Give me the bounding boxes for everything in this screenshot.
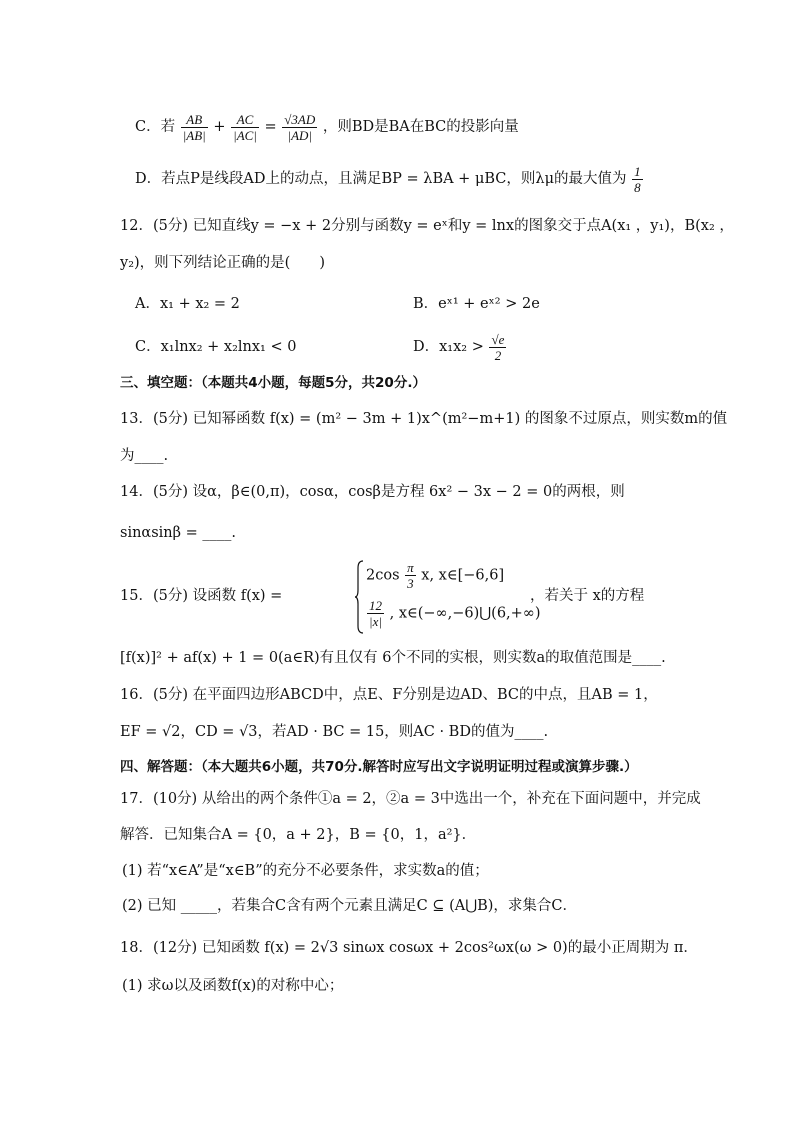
q15-line2: [f(x)]² + af(x) + 1 = 0(a∈R)有且仅有 6个不同的实根，则实数a的取值范围是____. <box>120 650 666 666</box>
q12-line1: 12．(5分) 已知直线y = −x + 2分别与函数y = eˣ和y = lnx的图象交于点A(x₁ ，y₁)，B(x₂ ， <box>120 218 734 234</box>
q13-line2: 为____. <box>120 448 169 464</box>
q15-piece1: 2cos $\frac{\pi}{3}$ x, x∈[−6,6] <box>366 560 505 591</box>
q11-c-suffix: ，则BD是BA在BC的投影向量 <box>322 119 519 135</box>
fraction-ad: $\frac{√3AD}{|AD|}$ <box>284 111 316 143</box>
q12-option-b: B．eˣ¹ + eˣ² > 2e <box>413 296 540 312</box>
fraction-sqrt-e-over-2: $\frac{√e}{2}$ <box>491 331 505 363</box>
q16-line1: 16．(5分) 在平面四边形ABCD中，点E、F分别是边AD、BC的中点，且AB = 1， <box>120 687 658 703</box>
section-fill-in-blank-heading: 三、填空题：（本题共4小题，每题5分，共20分.） <box>120 375 426 391</box>
q14-line1: 14．(5分) 设α，β∈(0,π)，cosα，cosβ是方程 6x² − 3x − 2 = 0的两根，则 <box>120 484 625 500</box>
q18-line1: 18．(12分) 已知函数 f(x) = 2√3 sinωx cosωx + 2cos²ωx(ω > 0)的最小正周期为 π． <box>120 940 698 956</box>
q18-part1: (1) 求ω以及函数f(x)的对称中心； <box>122 978 344 994</box>
q15-prefix: 15．(5分) 设函数 f(x) = <box>120 588 283 604</box>
q13-line1: 13．(5分) 已知幂函数 f(x) = (m² − 3m + 1)x^(m²−m+1) 的图象不过原点，则实数m的值 <box>120 411 728 427</box>
q17-line2: 解答．已知集合A = {0，a + 2}，B = {0，1，a²}． <box>120 827 477 843</box>
q12-line2: y₂)，则下列结论正确的是( ) <box>120 255 325 271</box>
q11-c-prefix: C．若 <box>135 119 176 135</box>
q11-option-d: D．若点P是线段AD上的动点，且满足BP = λBA + μBC，则λμ的最大值为 $\frac{1}{8}$ <box>135 163 641 195</box>
fraction-ac: $\frac{AC}{|AC|}$ <box>233 111 257 143</box>
q15-suffix: ，若关于 x的方程 <box>530 588 645 604</box>
q17-part1: (1) 若“x∈A”是“x∈B”的充分不必要条件，求实数a的值； <box>122 863 489 879</box>
section-answer-heading: 四、解答题：（本大题共6小题，共70分.解答时应写出文字说明证明过程或演算步骤.） <box>120 759 638 775</box>
fraction-12-over-abs-x: $\frac{12}{|x|}$ <box>369 598 382 629</box>
q11-option-c: C．若 $\frac{AB}{|AB|}$ + $\frac{AC}{|AC|}$ = $\frac{√3AD}{|AD|}$ ，则BD是BA在BC的投影向量 <box>135 111 519 143</box>
q14-line2: sinαsinβ = ____. <box>120 525 236 541</box>
q12-option-a: A．x₁ + x₂ = 2 <box>135 296 240 312</box>
q12-option-d: D．x₁x₂ > $\frac{√e}{2}$ <box>413 331 505 363</box>
piecewise-brace <box>354 560 364 634</box>
q12-option-c: C．x₁lnx₂ + x₂lnx₁ < 0 <box>135 339 297 355</box>
q16-line2: EF = √2，CD = √3，若AD · BC = 15，则AC · BD的值为____. <box>120 724 549 740</box>
q17-part2: (2) 已知 _____，若集合C含有两个元素且满足C ⊆ (A⋃B)，求集合C． <box>122 898 577 914</box>
fraction-one-eighth: $\frac{1}{8}$ <box>634 163 641 195</box>
fraction-ab: $\frac{AB}{|AB|}$ <box>182 111 206 143</box>
fraction-pi-over-3: $\frac{\pi}{3}$ <box>407 560 414 591</box>
q17-line1: 17．(10分) 从给出的两个条件①a = 2，②a = 3中选出一个，补充在下面问题中，并完成 <box>120 791 701 807</box>
q15-piece2: $\frac{12}{|x|}$ , x∈(−∞,−6)⋃(6,+∞) <box>369 598 541 629</box>
